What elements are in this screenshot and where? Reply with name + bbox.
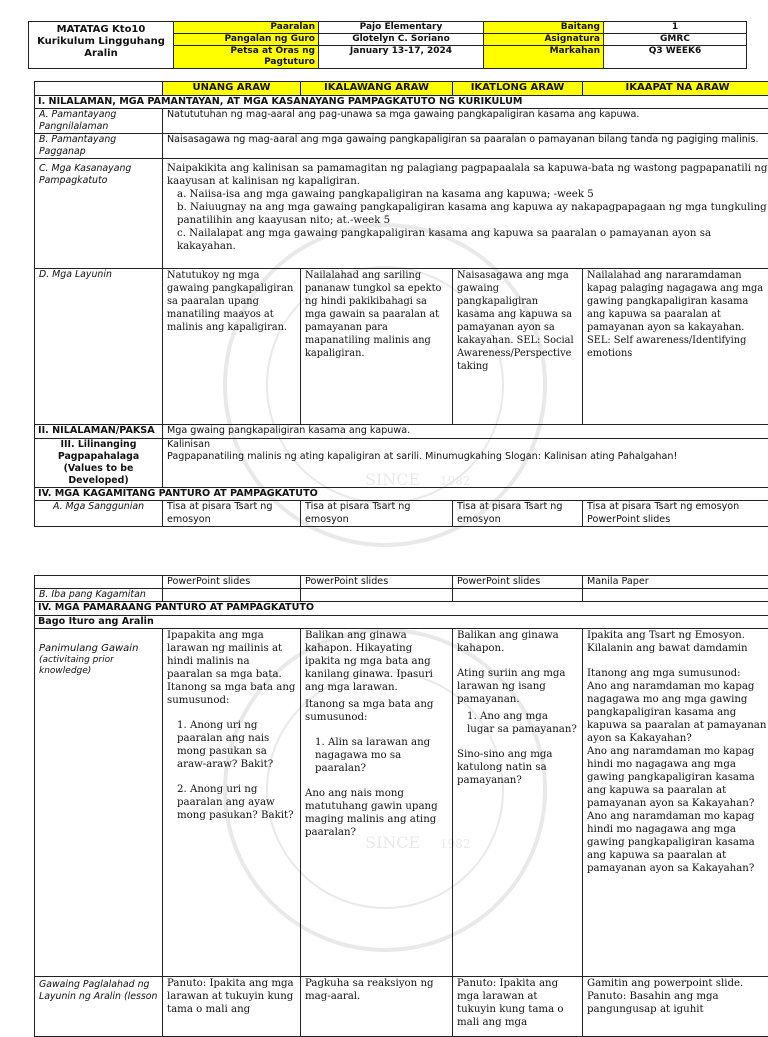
gawain-day-2: Pagkuha sa reaksiyon ng mag-aaral. — [301, 977, 453, 1037]
value-paaralan: Pajo Elementary — [319, 22, 484, 34]
lesson-plan-table — [34, 81, 768, 527]
bago-ituro-title: Bago Ituro ang Aralin — [35, 615, 768, 628]
value-petsa: January 13-17, 2024 — [319, 46, 484, 69]
panimula-2-q1: 1. Alin sa larawan ang nagagawa mo sa paaralan? — [305, 736, 448, 775]
gawain-day-3: Panuto: Ipakita ang mga larawan at tukuyin kung tama o mali ang mga — [453, 977, 583, 1037]
panimula-3-intro: Balikan ang ginawa kahapon. — [457, 629, 578, 655]
section-4-kagamitan-title: IV. MGA KAGAMITANG PANTURO AT PAMPAGKATUTO — [35, 487, 768, 500]
label-petsa: Petsa at Oras ng Pagtuturo — [174, 46, 319, 69]
blank-cell — [163, 589, 301, 602]
header-table — [28, 21, 747, 69]
panimula-3-suriin: Ating suriin ang mga larawan ng isang pamayanan. — [457, 667, 578, 706]
panimula-4-itanong: Itanong ang mga sumusunod: — [587, 667, 768, 680]
spacer — [587, 655, 768, 667]
pamantayang-pangnilalaman-label: A. Pamantayang Pangnilalaman — [35, 109, 163, 134]
panimula-day-1 — [163, 629, 301, 977]
day-4-header: IKAAPAT NA ARAW — [583, 82, 768, 96]
spacer — [167, 771, 296, 783]
kagamitan-day-3: PowerPoint slides — [453, 576, 583, 589]
panimula-3-q2: Sino-sino ang mga katulong natin sa pamayanan? — [457, 748, 578, 787]
kasanayang-item-a: a. Naiisa-isa ang mga gawaing pangkapaligiran na kasama ang kapuwa; -week 5 — [167, 188, 768, 201]
title-line: MATATAG Kto10 — [32, 24, 170, 36]
document-title — [29, 22, 174, 69]
gawaing-paglalahad-label: Gawaing Paglalahad ng Layunin ng Aralin (lesson — [35, 977, 163, 1037]
label-markahan: Markahan — [484, 46, 604, 69]
panimula-3-q1: 1. Ano ang mga lugar sa pamayanan? — [457, 710, 578, 736]
label-baitang: Baitang — [484, 22, 604, 34]
section-2-title: II. NILALAMAN/PAKSA — [35, 425, 163, 438]
pagpapahalaga-slogan: Pagpapanatiling malinis ng ating kapaligiran at sarili. Minumugkahing Slogan: Kalinisan ating Pahalgahan! — [167, 451, 768, 463]
panimula-4-q2: Ano ang naramdaman mo kapag hindi mo nagagawa ang mga gawing pangkapaligiran kasama ang kapuwa sa paaralan at pamayanan ayon sa Kakayahan? — [587, 745, 768, 810]
blank-cell — [453, 589, 583, 602]
panimula-2-itanong: Itanong sa mga bata ang sumusunod: — [305, 698, 448, 724]
spacer — [305, 775, 448, 787]
lesson-plan-table-page-2 — [34, 575, 768, 1037]
sanggunian-day-4: Tisa at pisara Tsart ng emosyon PowerPoint slides — [583, 501, 768, 527]
seal-year: 1982 — [440, 474, 471, 488]
label-guro: Pangalan ng Guro — [174, 34, 319, 46]
panimulang-gawain-label — [35, 629, 163, 977]
kasanayang-item-c: c. Nailalapat ang mga gawaing pangkapaligiran kasama ang kapuwa sa paaralan o pamayanan ayon sa kakayahan. — [167, 227, 768, 253]
value-baitang: 1 — [604, 22, 747, 34]
panimulang-label-text: Panimulang Gawain — [39, 643, 158, 655]
mga-layunin-label: D. Mga Layunin — [35, 269, 163, 425]
day-2-header: IKALAWANG ARAW — [301, 82, 453, 96]
seal-since: SINCE — [365, 833, 420, 852]
mga-sanggunian-label: A. Mga Sanggunian — [35, 501, 163, 527]
title-line: Kurikulum Lingguhang — [32, 36, 170, 48]
sanggunian-day-2: Tisa at pisara Tsart ng emosyon — [301, 501, 453, 527]
title-line: Aralin — [32, 48, 170, 60]
panimula-4-q3: Ano ang naramdaman mo kapag hindi mo nagagawa ang mga gawing pangkapaligiran kasama ang kapuwa sa paaralan at pamayanan ayon sa Kakayahan? — [587, 810, 768, 875]
kagamitan-day-4: Manila Paper — [583, 576, 768, 589]
kasanayang-intro: Naipakikita ang kalinisan sa pamamagitan ng palagiang pagpapaalala sa kapuwa-bata ng wastong pagpapanatili ng kaayusan at kalinisan ng kapaligiran. — [167, 162, 768, 188]
panimula-1-intro: Ipapakita ang mga larawan ng mailinis at hindi malinis na paaralan sa mga bata. Itanong sa mga bata ang sumusunod: — [167, 629, 296, 707]
label-paaralan: Paaralan — [174, 22, 319, 34]
sanggunian-day-3: Tisa at pisara Tsart ng emosyon — [453, 501, 583, 527]
panimula-day-3 — [453, 629, 583, 977]
pamantayang-pagganap-label: B. Pamantayang Pagganap — [35, 134, 163, 159]
panimula-1-q2: 2. Anong uri ng paaralan ang ayaw mong pasukan? Bakit? — [167, 783, 296, 822]
spacer — [457, 655, 578, 667]
blank-cell — [301, 589, 453, 602]
pagpapahalaga-value: Kalinisan — [167, 439, 768, 451]
panimulang-note: (activitaing prior knowledge) — [39, 655, 158, 677]
section-1-title: I. NILALAMAN, MGA PAMANTAYAN, AT MGA KASANAYANG PAMPAGKATUTO NG KURIKULUM — [35, 96, 768, 109]
value-markahan: Q3 WEEK6 — [604, 46, 747, 69]
panimula-day-4 — [583, 629, 768, 977]
panimula-1-q1: 1. Anong uri ng paaralan ang nais mong pasukan sa araw-araw? Bakit? — [167, 719, 296, 771]
layunin-day-4: Nailalahad ang nararamdaman kapag palaging nagagawa ang mga gawing pangkapaligiran kasama ang kapuwa sa paaralan at pamayanan ayon sa kakayahan. SEL: Self awareness/Identifying emotions — [583, 269, 768, 425]
kasanayang-pampagkatuto-label — [35, 159, 163, 269]
blank-header-cell — [35, 82, 163, 96]
spacer — [305, 724, 448, 736]
kasanayang-label-text: C. Mga Kasanayang Pampagkatuto — [39, 163, 131, 186]
pagpapahalaga-text — [163, 438, 768, 487]
panimula-day-2 — [301, 629, 453, 977]
seal-since: SINCE — [365, 470, 420, 489]
layunin-day-1: Natutukoy ng mga gawaing pangkapaligiran sa paaralan upang manatiling maayos at malinis ang kapaligiran. — [163, 269, 301, 425]
value-asignatura: GMRC — [604, 34, 747, 46]
blank-cell — [583, 589, 768, 602]
kasanayang-pampagkatuto-text — [163, 159, 768, 269]
panimula-2-intro: Balikan ang ginawa kahapon. Hikayating ipakita ng mga bata ang kanilang ginawa. Ipasuri ang mga larawan. — [305, 629, 448, 694]
gawain-day-4: Gamitin ang powerpoint slide. Panuto: Basahin ang mga pangungusap at iguhit — [583, 977, 768, 1037]
day-3-header: IKATLONG ARAW — [453, 82, 583, 96]
layunin-day-3: Naisasagawa ang mga gawaing pangkapaligiran kasama ang kapuwa sa pamayanan ayon sa kakayahan. SEL: Social Awareness/Perspective taking — [453, 269, 583, 425]
nilalaman-paksa-text: Mga gwaing pangkapaligiran kasama ang kapuwa. — [163, 425, 768, 438]
kasanayang-item-b: b. Naiuugnay na ang mga gawaing pangkapaligiran kasama ang kapuwa ay nakapagpapagaan ng mga tungkuling panatilihin ang kaayusan nito; at.-week 5 — [167, 201, 768, 227]
seal-year: 1982 — [440, 837, 471, 851]
gawain-day-1: Panuto: Ipakita ang mga larawan at tukuyin kung tama o mali ang — [163, 977, 301, 1037]
sanggunian-day-1: Tisa at pisara Tsart ng emosyon — [163, 501, 301, 527]
panimula-4-q1: Ano ang naramdaman mo kapag nagagawa mo ang mga gawing pangkapaligiran kasama ang kapuwa sa paaralan at pamayanan ayon sa Kakayahan? — [587, 680, 768, 745]
panimula-4-intro: Ipakita ang Tsart ng Emosyon. Kilalanin ang bawat damdamin — [587, 629, 768, 655]
spacer — [457, 736, 578, 748]
pagpapahalaga-label: III. Lilinanging Pagpapahalaga (Values to be Developed) — [35, 438, 163, 487]
value-guro: Glotelyn C. Soriano — [319, 34, 484, 46]
panimula-2-q2: Ano ang nais mong matutuhang gawin upang maging malinis ang ating paaralan? — [305, 787, 448, 839]
section-4-pamaraan-title: IV. MGA PAMARAANG PANTURO AT PAMPAGKATUTO — [35, 602, 768, 615]
pamantayang-pagganap-text: Naisasagawa ng mag-aaral ang mga gawaing pangkapaligiran sa paaralan o pamayanan bilang tanda ng pagiging malinis. — [163, 134, 768, 159]
layunin-day-2: Nailalahad ang sariling pananaw tungkol sa epekto ng hindi pakikibahagi sa mga gawain sa paaralan at pamayanan para mapanatiling malinis ang kapaligiran. — [301, 269, 453, 425]
day-1-header: UNANG ARAW — [163, 82, 301, 96]
iba-pang-kagamitan-label: B. Iba pang Kagamitan — [35, 589, 163, 602]
kagamitan-day-2: PowerPoint slides — [301, 576, 453, 589]
blank-cell — [35, 576, 163, 589]
label-asignatura: Asignatura — [484, 34, 604, 46]
pamantayang-pangnilalaman-text: Natututuhan ng mag-aaral ang pag-unawa sa mga gawaing pangkapaligiran kasama ang kapuwa. — [163, 109, 768, 134]
spacer — [167, 707, 296, 719]
kagamitan-day-1: PowerPoint slides — [163, 576, 301, 589]
